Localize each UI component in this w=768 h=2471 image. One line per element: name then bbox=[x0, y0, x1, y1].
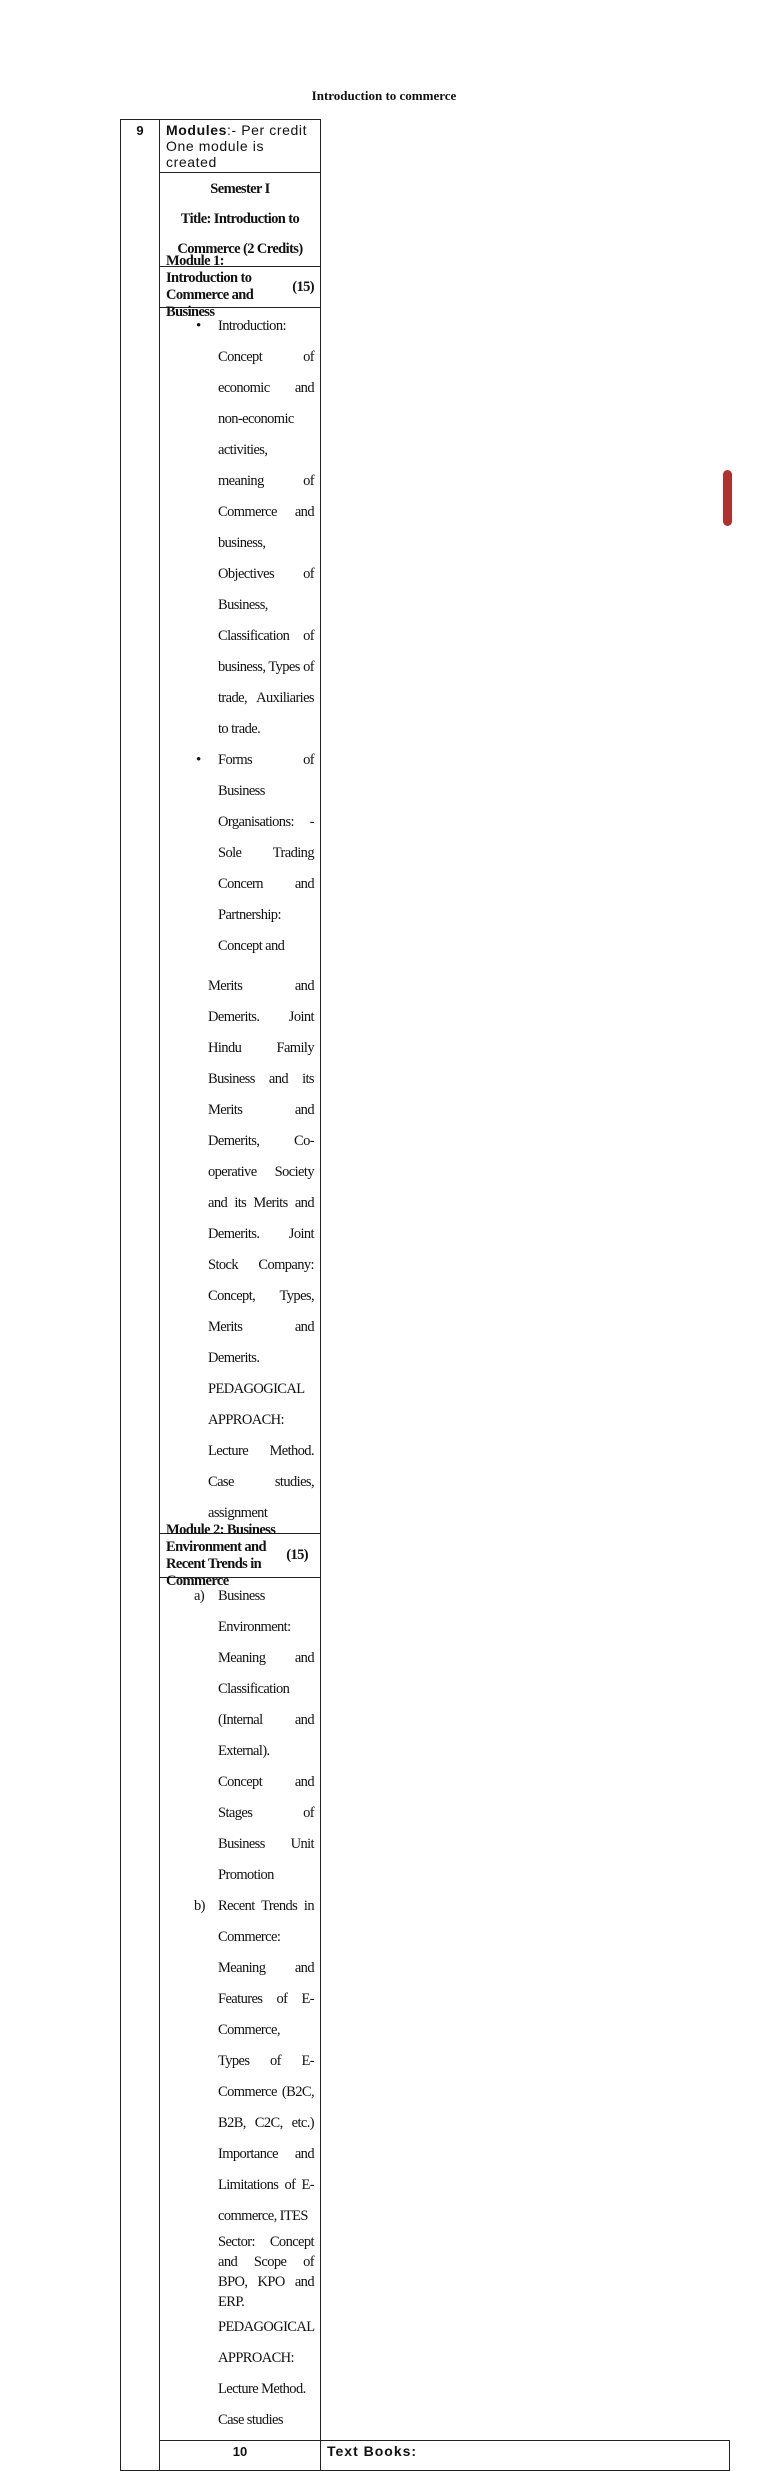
row-module-1-header bbox=[121, 267, 730, 308]
item-b-tail: Sector: Concept and Scope of BPO, KPO and ERP. bbox=[218, 2234, 314, 2310]
item-a-text: Business Environment: Meaning and Classification (Internal and External). Concept and Stages of Business Unit Promotion bbox=[218, 1588, 314, 1883]
row-9-modules bbox=[121, 120, 730, 173]
syllabus-table bbox=[120, 119, 730, 2459]
module-2-item-b bbox=[194, 1891, 314, 2312]
modules-label: Modules bbox=[166, 122, 227, 138]
module-2-item-list bbox=[166, 1581, 314, 2312]
module-1-pedagogy: PEDAGOGICAL APPROACH: Lecture Method. Case studies, assignment bbox=[208, 1381, 314, 1521]
row-number: 9 bbox=[121, 120, 160, 2471]
module-1-hours: (15) bbox=[292, 278, 314, 295]
module-1-bullet-list bbox=[166, 311, 314, 962]
row-module-1-content bbox=[121, 308, 730, 1534]
module-1-bullet-2: • Forms of Business Organisations: -Sole Trading Concern and Partnership: Concept and bbox=[196, 745, 314, 962]
module-1-header-cell bbox=[160, 253, 321, 320]
scrollbar-handle[interactable] bbox=[723, 470, 732, 526]
module-2-header-cell bbox=[160, 1521, 321, 1589]
item-b-text: Recent Trends in Commerce: Meaning and Features of E-Commerce, Types of E-Commerce (B2C, B2B, C2C, etc.) Importance and Limitations of E-commerce, ITES bbox=[218, 1898, 314, 2224]
modules-cell bbox=[160, 120, 321, 173]
module-2-item-a bbox=[194, 1581, 314, 1891]
module-2-pedagogy: PEDAGOGICAL APPROACH: Lecture Method. Case studies bbox=[218, 2319, 314, 2428]
row-module-2-header bbox=[121, 1534, 730, 1578]
module-2-content-cell bbox=[160, 1578, 321, 2441]
row-10-textbooks bbox=[121, 2441, 730, 2471]
modules-text: :- Per credit One module is created bbox=[166, 122, 308, 170]
module-2-hours: (15) bbox=[286, 1547, 308, 1563]
module-1-continuation: Merits and Demerits. Joint Hindu Family Business and its Merits and Demerits, Co-operative Society and its Merits and Demerits. Joint Stock Company: Concept, Types, Merits and Demerits. bbox=[208, 978, 314, 1366]
module-1-title: Module 1: Introduction to Commerce and Business bbox=[166, 253, 254, 320]
textbooks-label: Text Books: bbox=[320, 2441, 729, 2471]
module-2-title: Module 2: Business Environment and Recent Trends in Commerce bbox=[166, 1521, 276, 1589]
item-b-marker: b) bbox=[194, 1898, 205, 1914]
module-1-content-cell bbox=[160, 308, 321, 1534]
semester-label: Semester I bbox=[210, 181, 270, 197]
course-title: Title: Introduction to Commerce (2 Credits) bbox=[177, 211, 303, 257]
item-a-marker: a) bbox=[194, 1588, 205, 1604]
page-title: Introduction to commerce bbox=[311, 88, 457, 103]
module-1-bullet-1: • Introduction: Concept of economic and non-economic activities, meaning of Commerce and business, Objectives of Business, Classification of business, Types of trade, Auxiliaries to trade. bbox=[196, 311, 314, 745]
row-module-2-content bbox=[121, 1578, 730, 2441]
row-number-10: 10 bbox=[160, 2441, 321, 2471]
